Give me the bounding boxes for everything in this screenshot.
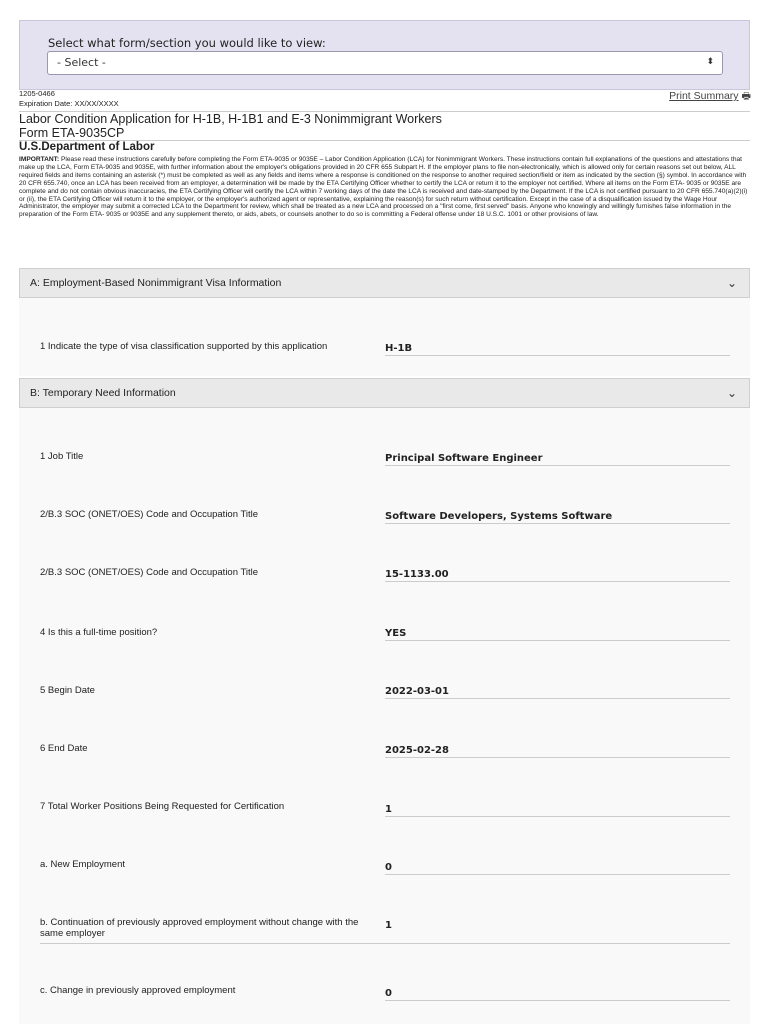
select-arrows-icon: ⬍	[706, 57, 714, 67]
field-value: 2022-03-01	[385, 686, 449, 697]
field-label: 1 Indicate the type of visa classification supported by this application	[40, 341, 328, 352]
form-section-selector	[19, 20, 750, 90]
field-label: 5 Begin Date	[40, 685, 95, 696]
omb-info	[19, 89, 119, 108]
field-label: 2/B.3 SOC (ONET/OES) Code and Occupation Title	[40, 567, 259, 578]
section-a-panel	[19, 298, 750, 376]
field-value: 2025-02-28	[385, 745, 449, 756]
section-a-title: A: Employment-Based Nonimmigrant Visa Information	[30, 277, 282, 289]
important-lead: IMPORTANT:	[19, 156, 60, 163]
field-value: Software Developers, Systems Software	[385, 511, 613, 522]
select-value: - Select -	[57, 56, 106, 69]
chevron-down-icon: ⌄	[726, 386, 737, 400]
field-underline	[385, 1000, 730, 1001]
field-underline	[385, 640, 730, 641]
print-summary-label: Print Summary	[669, 90, 739, 102]
field-underline	[385, 355, 730, 356]
field-label: a. New Employment	[40, 859, 126, 870]
field-value: Principal Software Engineer	[385, 453, 543, 464]
field-underline	[385, 581, 730, 582]
important-text: Please read these instructions carefully before completing the Form ETA-9035 or 9035E – Labor Condition Application (LCA) for Nonimmigrant Workers. These instructions contain full explanations of the questions and attestations that make up the LCA, Form ETA-9035 and 9035E, with further information about the employer's obligations provided in 20 CFR 655 Subpart H. If the employer plans to file non-electronically, which is allowed only for certain reasons set out below, ALL required fields and items containing an asterisk (*) must be completed as well as any fields and items where a response is conditioned on the response to another required section/field or item as indicated by the section (§) symbol. In accordance with 20 CFR 655.740, once an LCA has been received from an employer, a determination will be made by the ETA Certifying Officer whether to certify the LCA or return it to the employer not certified. Where all items on the Form ETA- 9035 or 9035E are complete and do not contain obvious inaccuracies, the ETA Certifying Officer will certify the LCA within 7 working days of the date the LCA is received and date-stamped by the Department. If the LCA is not certified pursuant to 20 CFR 655.740(a)(2)(i) or (ii), the ETA Certifying Officer will return it to the employer, or the employer's authorized agent or representative, explaining the reason(s) for such return without certification. Except in the case of a disqualification issued by the Wage Hour Administrator, the employer may submit a corrected LCA to the Department for review, which shall be treated as a new LCA and processed on a "first come, first served" basis. Anyone who knowingly and willingly furnishes false information in the preparation of the Form ETA- 9035 or 9035E and any supplement thereto, or aids, abets, or counsels another to do so is committing a Federal offense under 18 U.S.C. 1001 or other provisions of law.	[19, 156, 748, 219]
section-b-title: B: Temporary Need Information	[30, 387, 176, 399]
field-underline	[40, 943, 730, 944]
selector-label: Select what form/section you would like to view:	[48, 36, 326, 50]
field-label: b. Continuation of previously approved employment without change with the same employer	[40, 917, 359, 939]
printer-icon: 🖶	[741, 91, 751, 102]
field-label: 1 Job Title	[40, 451, 84, 462]
form-title: Labor Condition Application for H-1B, H-1B1 and E-3 Nonimmigrant Workers	[19, 112, 442, 126]
department-name: U.S.Department of Labor	[19, 141, 155, 153]
field-underline	[385, 757, 730, 758]
omb-number: 1205-0466	[19, 89, 55, 98]
section-b-header[interactable]	[19, 378, 750, 408]
chevron-down-icon: ⌄	[726, 276, 737, 290]
field-underline	[385, 698, 730, 699]
field-label: 2/B.3 SOC (ONET/OES) Code and Occupation Title	[40, 509, 259, 520]
field-value: 15-1133.00	[385, 569, 449, 580]
field-label: 4 Is this a full-time position?	[40, 627, 158, 638]
field-underline	[385, 874, 730, 875]
field-underline	[385, 523, 730, 524]
field-label: 6 End Date	[40, 743, 88, 754]
print-summary-link[interactable]	[669, 89, 751, 106]
field-label: c. Change in previously approved employment	[40, 985, 236, 996]
field-value: 0	[385, 988, 392, 999]
section-a-header[interactable]	[19, 268, 750, 298]
field-underline	[385, 816, 730, 817]
field-underline	[385, 465, 730, 466]
field-label: 7 Total Worker Positions Being Requested for Certification	[40, 801, 285, 812]
field-value: 1	[385, 920, 392, 931]
field-value: 1	[385, 804, 392, 815]
important-notice	[19, 156, 752, 219]
form-number: Form ETA-9035CP	[19, 126, 125, 140]
form-section-select[interactable]	[47, 51, 723, 75]
field-value: YES	[385, 628, 407, 639]
field-value: 0	[385, 862, 392, 873]
expiration-date: Expiration Date: XX/XX/XXXX	[19, 98, 119, 108]
field-value: H-1B	[385, 343, 413, 354]
